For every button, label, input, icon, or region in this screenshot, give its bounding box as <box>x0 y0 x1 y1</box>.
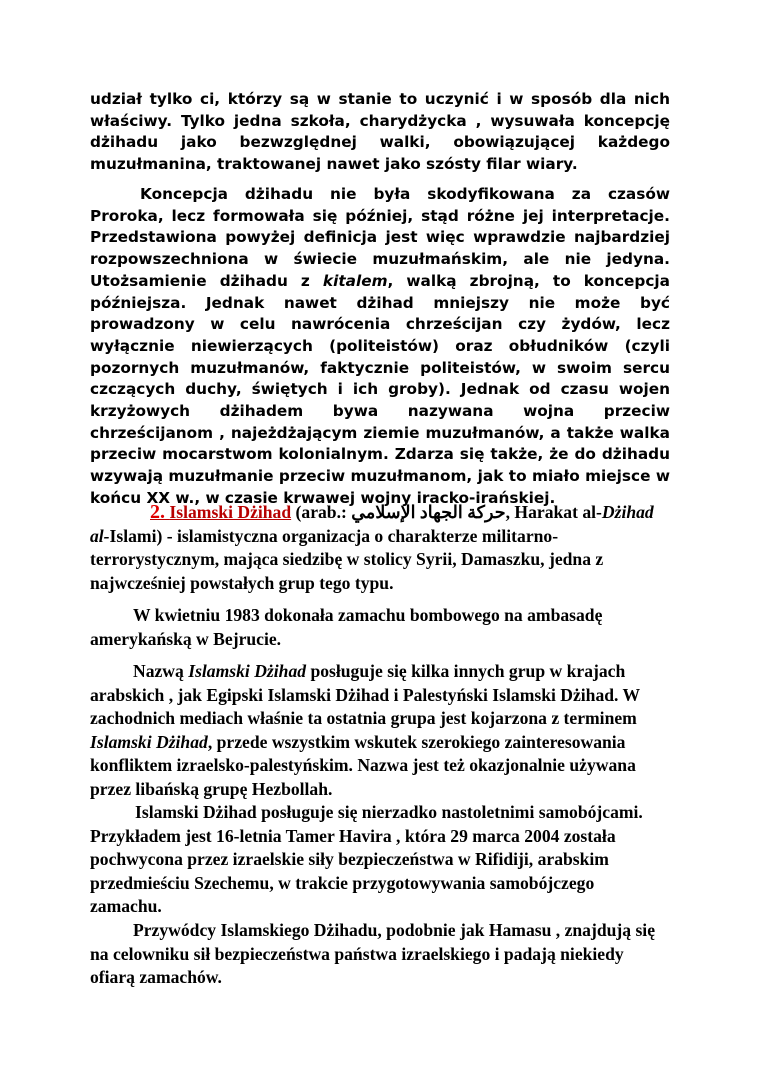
paragraph-2-text-b: , walką zbrojną, to koncepcja późniejsza. Jednak nawet dżihad mniejszy nie może być prowadzony w celu nawrócenia chrześcijan czy żydów, lecz wyłącznie niewierzących (politeistów) oraz obłudników (czyli pozornych muzułmanów, faktycznie politeistów, w swoim sercu czczących duchy, świętych i ich groby). Jednak od czasu wojen krzyżowych dżihadem bywa nazywana wojna przeciw chrześcijanom , najeżdżającym ziemie muzułmanów, a także walka przeciw mocarstwom kolonialnym. Zdarza się także, że do dżihadu wzywają muzułmanie przeciw muzułmanom, jak to miało miejsce w końcu XX w., w czasie krwawej wojny iracko-irańskiej. <box>90 271 670 507</box>
paragraph-2-text-a: Koncepcja dżihadu nie była skodyfikowana za czasów Proroka, lecz formowała się później, stąd różne jej interpretacje. Przedstawiona powyżej definicja jest więc wprawdzie najbardziej rozpowszechniona w świecie muzułmańskim, ale nie jedyna. Utożsamienie dżihadu z <box>90 185 670 290</box>
paragraph-5-italic-2: Islamski Dżihad <box>90 731 208 752</box>
paragraph-2-italic: kitalem <box>322 271 388 290</box>
paragraph-5-text-b: posługuje się kilka innych grup w krajach arabskich , jak Egipski Islamski Dżihad i Palestyński Islamski Dżihad. W zachodnich mediach właśnie ta ostatnia grupa jest kojarzona z terminem <box>90 661 640 728</box>
paragraph-5 <box>90 660 670 801</box>
arab-prefix: (arab.: <box>291 502 352 522</box>
section-2-intro <box>90 501 670 595</box>
section-2-heading-link[interactable] <box>150 502 291 522</box>
dzihad-italic: Dżihad al- <box>90 502 654 546</box>
paragraph-1: udział tylko ci, którzy są w stanie to uczynić i w sposób dla nich właściwy. Tylko jedna szkoła, charydżycka , wysuwała koncepcję dżihadu jako bezwzględnej walki, obowiązującej każdego muzułmanina, traktowanej nawet jako szósty filar wiary. <box>90 90 670 174</box>
paragraph-4: W kwietniu 1983 dokonała zamachu bombowego na ambasadę amerykańską w Bejrucie. <box>90 605 603 649</box>
paragraph-7: Przywódcy Islamskiego Dżihadu, podobnie jak Hamasu , znajdują się na celowniku sił bezpieczeństwa państwa izraelskiego i padają niekiedy ofiarą zamachów. <box>90 920 656 987</box>
harakat-text: , Harakat al- <box>505 502 602 522</box>
arabic-name: حركة الجهاد الإسلامي <box>351 502 506 522</box>
paragraph-5-text-a: Nazwą <box>133 661 189 681</box>
paragraph-6: Islamski Dżihad posługuje się nierzadko nastoletnimi samobójcami. Przykładem jest 16-letnia Tamer Havira , która 29 marca 2004 została pochwycona przez izraelskie siły bezpieczeństwa w Rifidiji, arabskim przedmieściu Szechemu, w trakcie przygotowywania samobójczego zamachu. <box>90 802 643 916</box>
paragraph-5-italic-1: Islamski Dżihad <box>188 661 307 681</box>
section-title: Islamski Dżihad <box>169 502 292 522</box>
paragraph-2 <box>90 184 670 510</box>
section-number: 2. <box>150 501 165 523</box>
paragraph-5-text-c: , przede wszystkim wskutek szerokiego zainteresowania konfliktem izraelsko-palestyńskim. Nazwa jest też okazjonalnie używana przez libańską grupę Hezbollah. <box>90 731 636 799</box>
section-2-description: Islami) - islamistyczna organizacja o charakterze militarno-terrorystycznym, mająca siedzibę w stolicy Syrii, Damaszku, jedna z najwcześniej powstałych grup tego typu. <box>90 525 604 593</box>
